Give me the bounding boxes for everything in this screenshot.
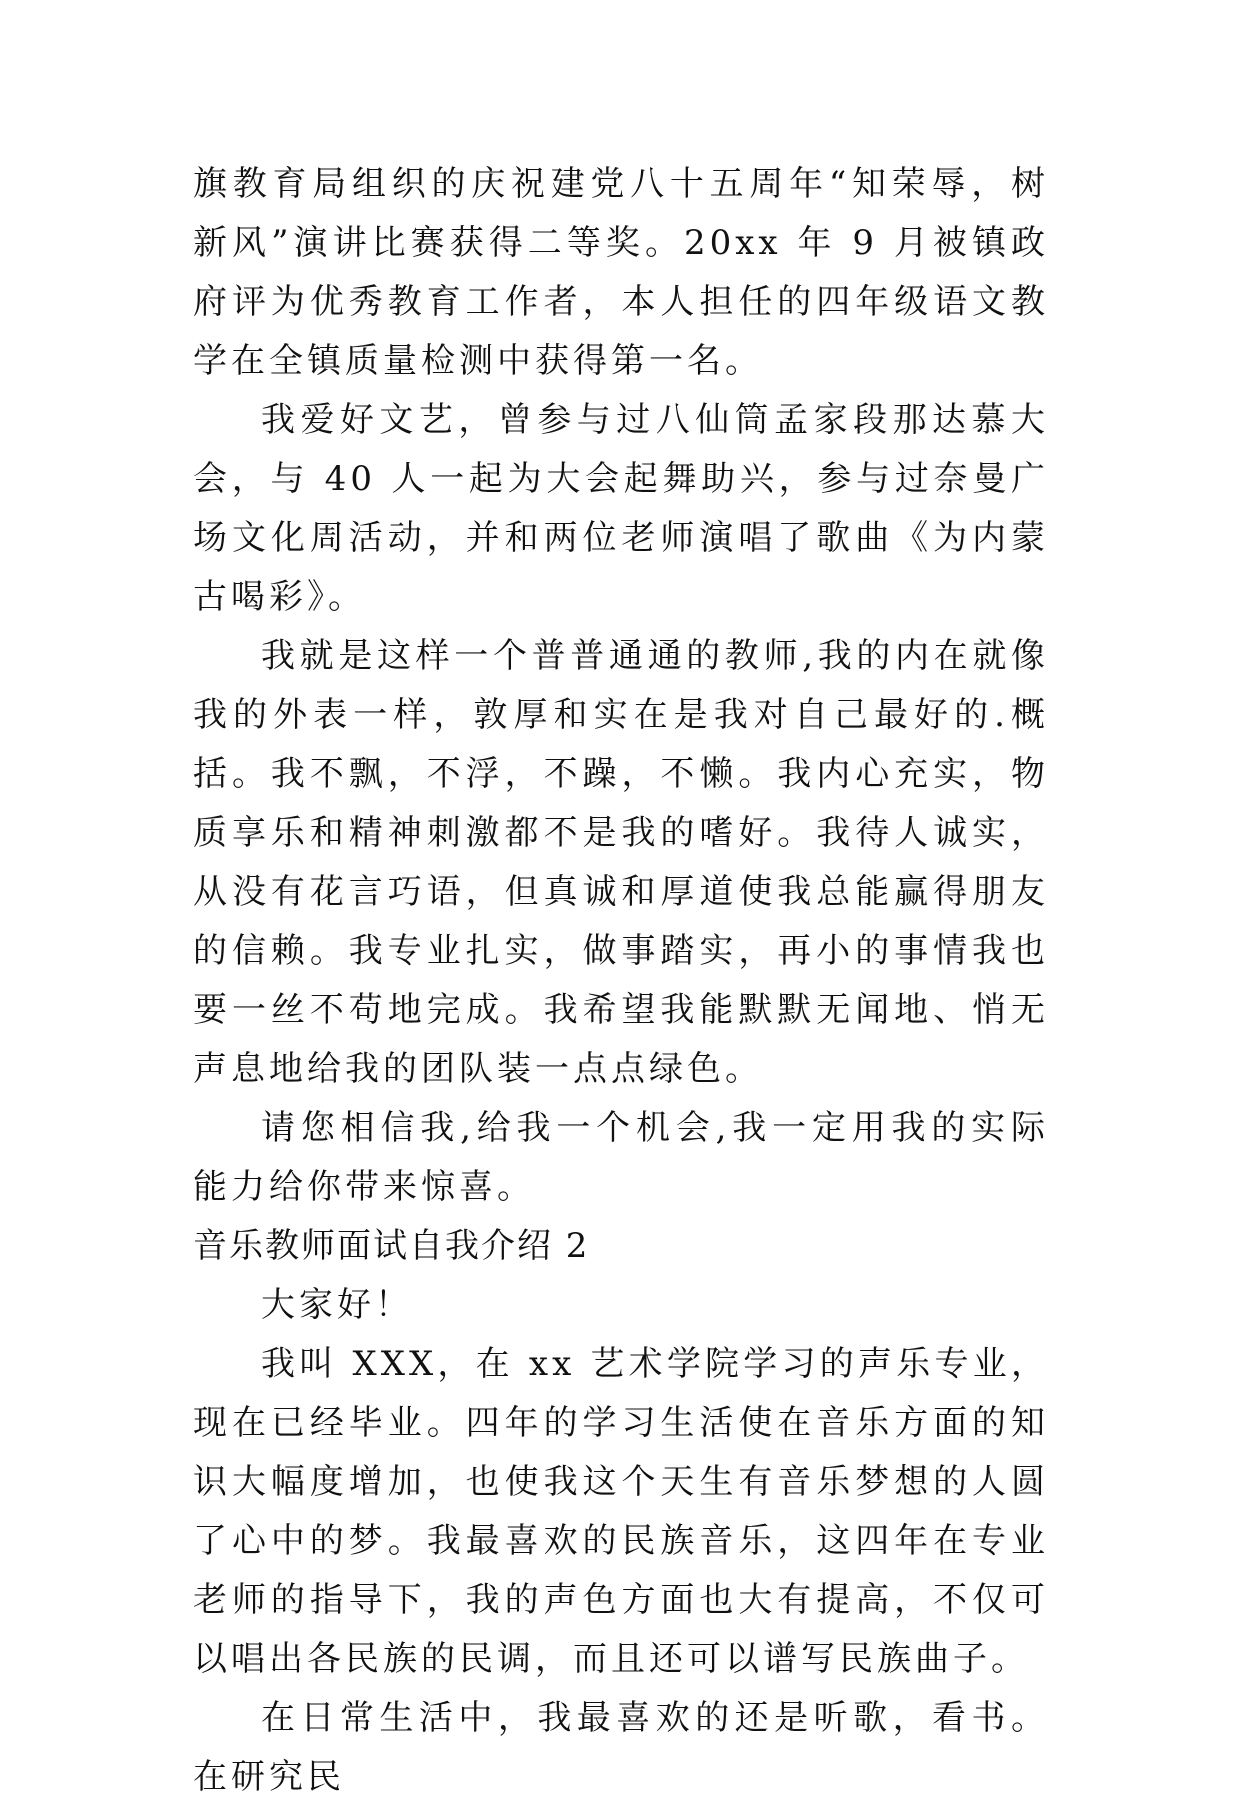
paragraph-continuation-award: 旗教育局组织的庆祝建党八十五周年“知荣辱，树新风”演讲比赛获得二等奖。20xx 年 9 月被镇政府评为优秀教育工作者，本人担任的四年级语文教学在全镇质量检测中获得第一名。: [193, 164, 1049, 381]
paragraph-closing-request: 请您相信我,给我一个机会,我一定用我的实际能力给你带来惊喜。: [193, 1108, 1049, 1207]
paragraph-greeting: 大家好！: [261, 1285, 413, 1325]
paragraph-personality: 我就是这样一个普普通通的教师,我的内在就像我的外表一样，敦厚和实在是我对自己最好的.概括。我不飘，不浮，不躁，不懒。我内心充实，物质享乐和精神刺激都不是我的嗜好。我待人诚实，从没有花言巧语，但真诚和厚道使我总能赢得朋友的信赖。我专业扎实，做事踏实，再小的事情我也要一丝不苟地完成。我希望我能默默无闻地、悄无声息地给我的团队装一点点绿色。: [193, 636, 1049, 1089]
paragraph-daily-life: 在日常生活中，我最喜欢的还是听歌，看书。在研究民: [193, 1698, 1049, 1797]
section-heading: 音乐教师面试自我介绍 2: [193, 1226, 590, 1266]
document-body: [193, 155, 1049, 1807]
paragraph-arts-hobby: 我爱好文艺，曾参与过八仙筒孟家段那达慕大会，与 40 人一起为大会起舞助兴，参与过奈曼广场文化周活动，并和两位老师演唱了歌曲《为内蒙古喝彩》。: [193, 400, 1049, 617]
paragraph-self-intro: 我叫 XXX，在 xx 艺术学院学习的声乐专业，现在已经毕业。四年的学习生活使在音乐方面的知识大幅度增加，也使我这个天生有音乐梦想的人圆了心中的梦。我最喜欢的民族音乐，这四年在专业老师的指导下，我的声色方面也大有提高，不仅可以唱出各民族的民调，而且还可以谱写民族曲子。: [193, 1344, 1049, 1679]
